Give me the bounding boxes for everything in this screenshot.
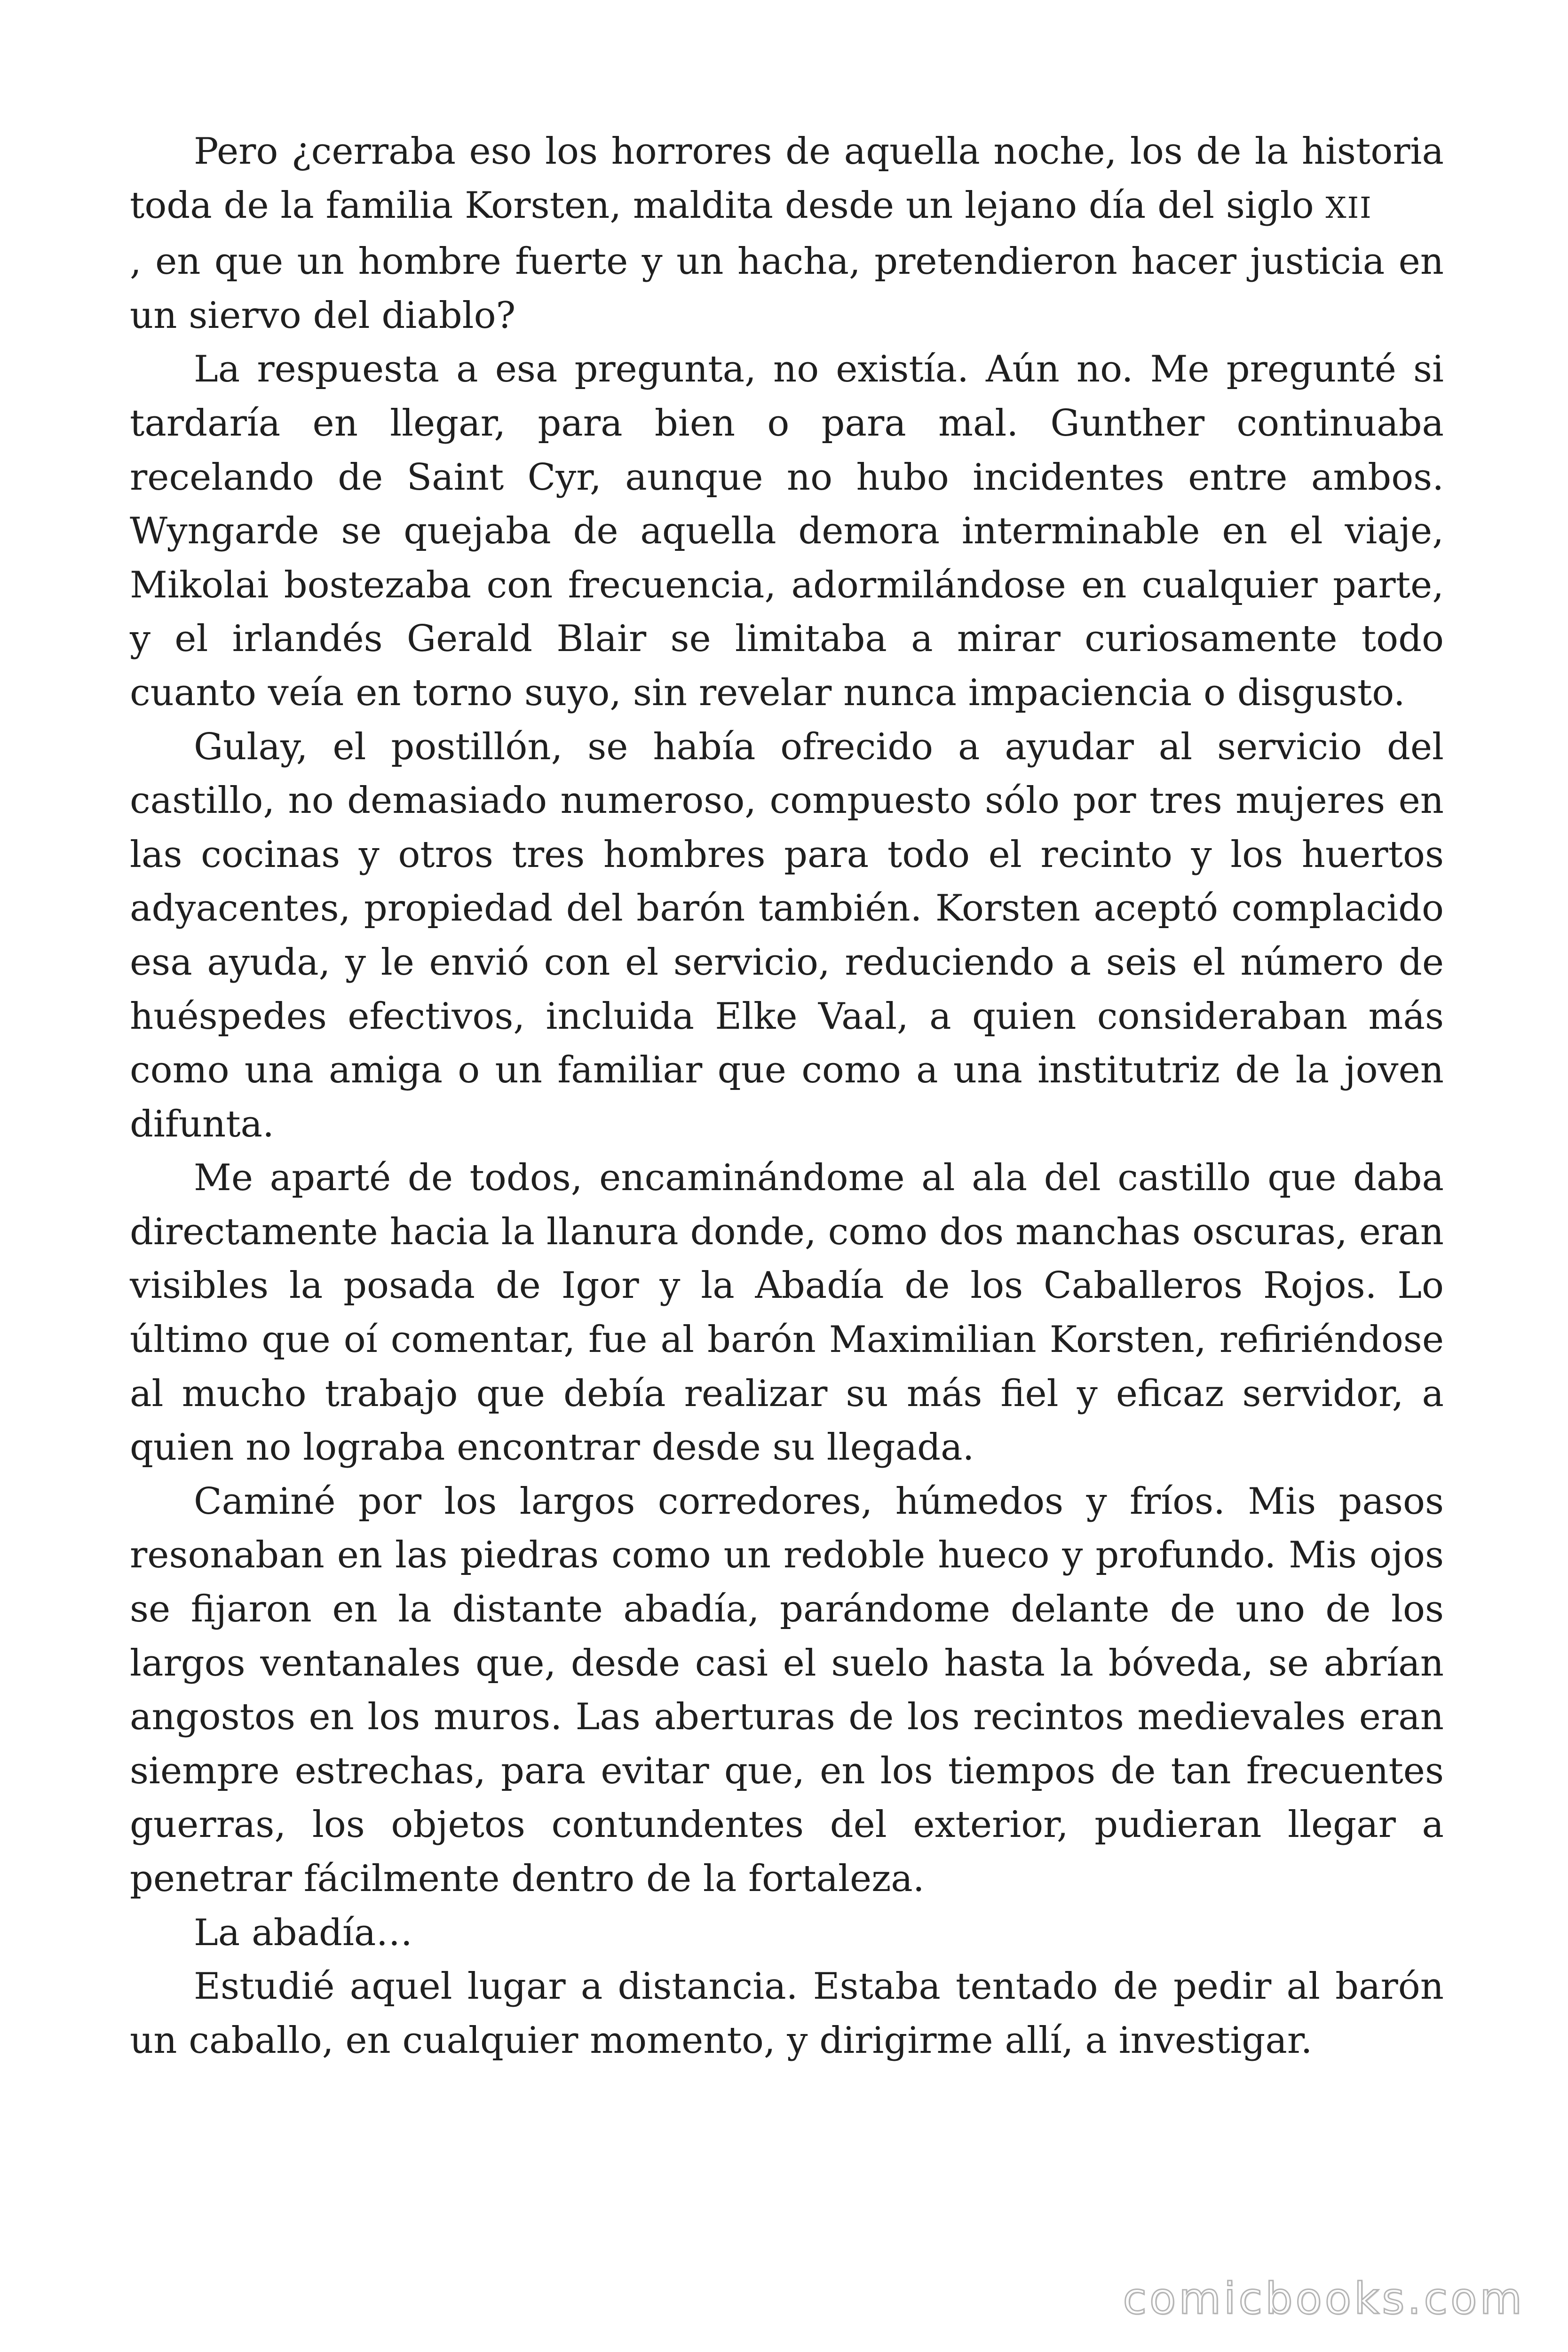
paragraph-4: Me aparté de todos, encaminándome al ala del castillo que daba directamente hacia la llanura donde, como dos manchas oscuras, eran visibles la posada de Igor y la Abadía de los Caballeros Rojos. Lo último que oí comentar, fue al barón Maximilian Korsten, refiriéndose al mucho trabajo que debía realizar su más fiel y eficaz servidor, a quien no lograba encontrar desde su llegada.: [130, 1157, 1444, 1469]
paragraph-1-continuation: , en que un hombre fuerte y un hacha, pretendieron hacer justicia en un siervo del diablo?: [130, 240, 1444, 337]
body-text: [130, 125, 1444, 2067]
site-watermark: comicbooks.com: [1123, 2273, 1525, 2324]
paragraph-5: Caminé por los largos corredores, húmedos y fríos. Mis pasos resonaban en las piedras como un redoble hueco y profundo. Mis ojos se fijaron en la distante abadía, parándome delante de uno de los largos ventanales que, desde casi el suelo hasta la bóveda, se abrían angostos en los muros. Las aberturas de los recintos medievales eran siempre estrechas, para evitar que, en los tiempos de tan frecuentes guerras, los objetos contundentes del exterior, pudieran llegar a penetrar fácilmente dentro de la fortaleza.: [130, 1480, 1444, 1900]
paragraph-2: La respuesta a esa pregunta, no existía. Aún no. Me pregunté si tardaría en llegar, para bien o para mal. Gunther continuaba recelando de Saint Cyr, aunque no hubo incidentes entre ambos. Wyngarde se quejaba de aquella demora interminable en el viaje, Mikolai bostezaba con frecuencia, adormilándose en cualquier parte, y el irlandés Gerald Blair se limitaba a mirar curiosamente todo cuanto veía en torno suyo, sin revelar nunca impaciencia o disgusto.: [130, 348, 1444, 714]
century-numeral: XII: [1325, 190, 1372, 225]
paragraph-6: La abadía…: [194, 1911, 413, 1954]
paragraph-1: [130, 125, 1444, 235]
paragraph-1-text: Pero ¿cerraba eso los horrores de aquella noche, los de la historia toda de la familia Korsten, maldita desde un lejano día del siglo: [130, 130, 1444, 227]
paragraph-3: Gulay, el postillón, se había ofrecido a ayudar al servicio del castillo, no demasiado numeroso, compuesto sólo por tres mujeres en las cocinas y otros tres hombres para todo el recinto y los huertos adyacentes, propiedad del barón también. Korsten aceptó complacido esa ayuda, y le envió con el servicio, reduciendo a seis el número de huéspedes efectivos, incluida Elke Vaal, a quien consideraban más como una amiga o un familiar que como a una institutriz de la joven difunta.: [130, 725, 1444, 1145]
paragraph-7: Estudié aquel lugar a distancia. Estaba tentado de pedir al barón un caballo, en cualquier momento, y dirigirme allí, a investigar.: [130, 1965, 1444, 2062]
